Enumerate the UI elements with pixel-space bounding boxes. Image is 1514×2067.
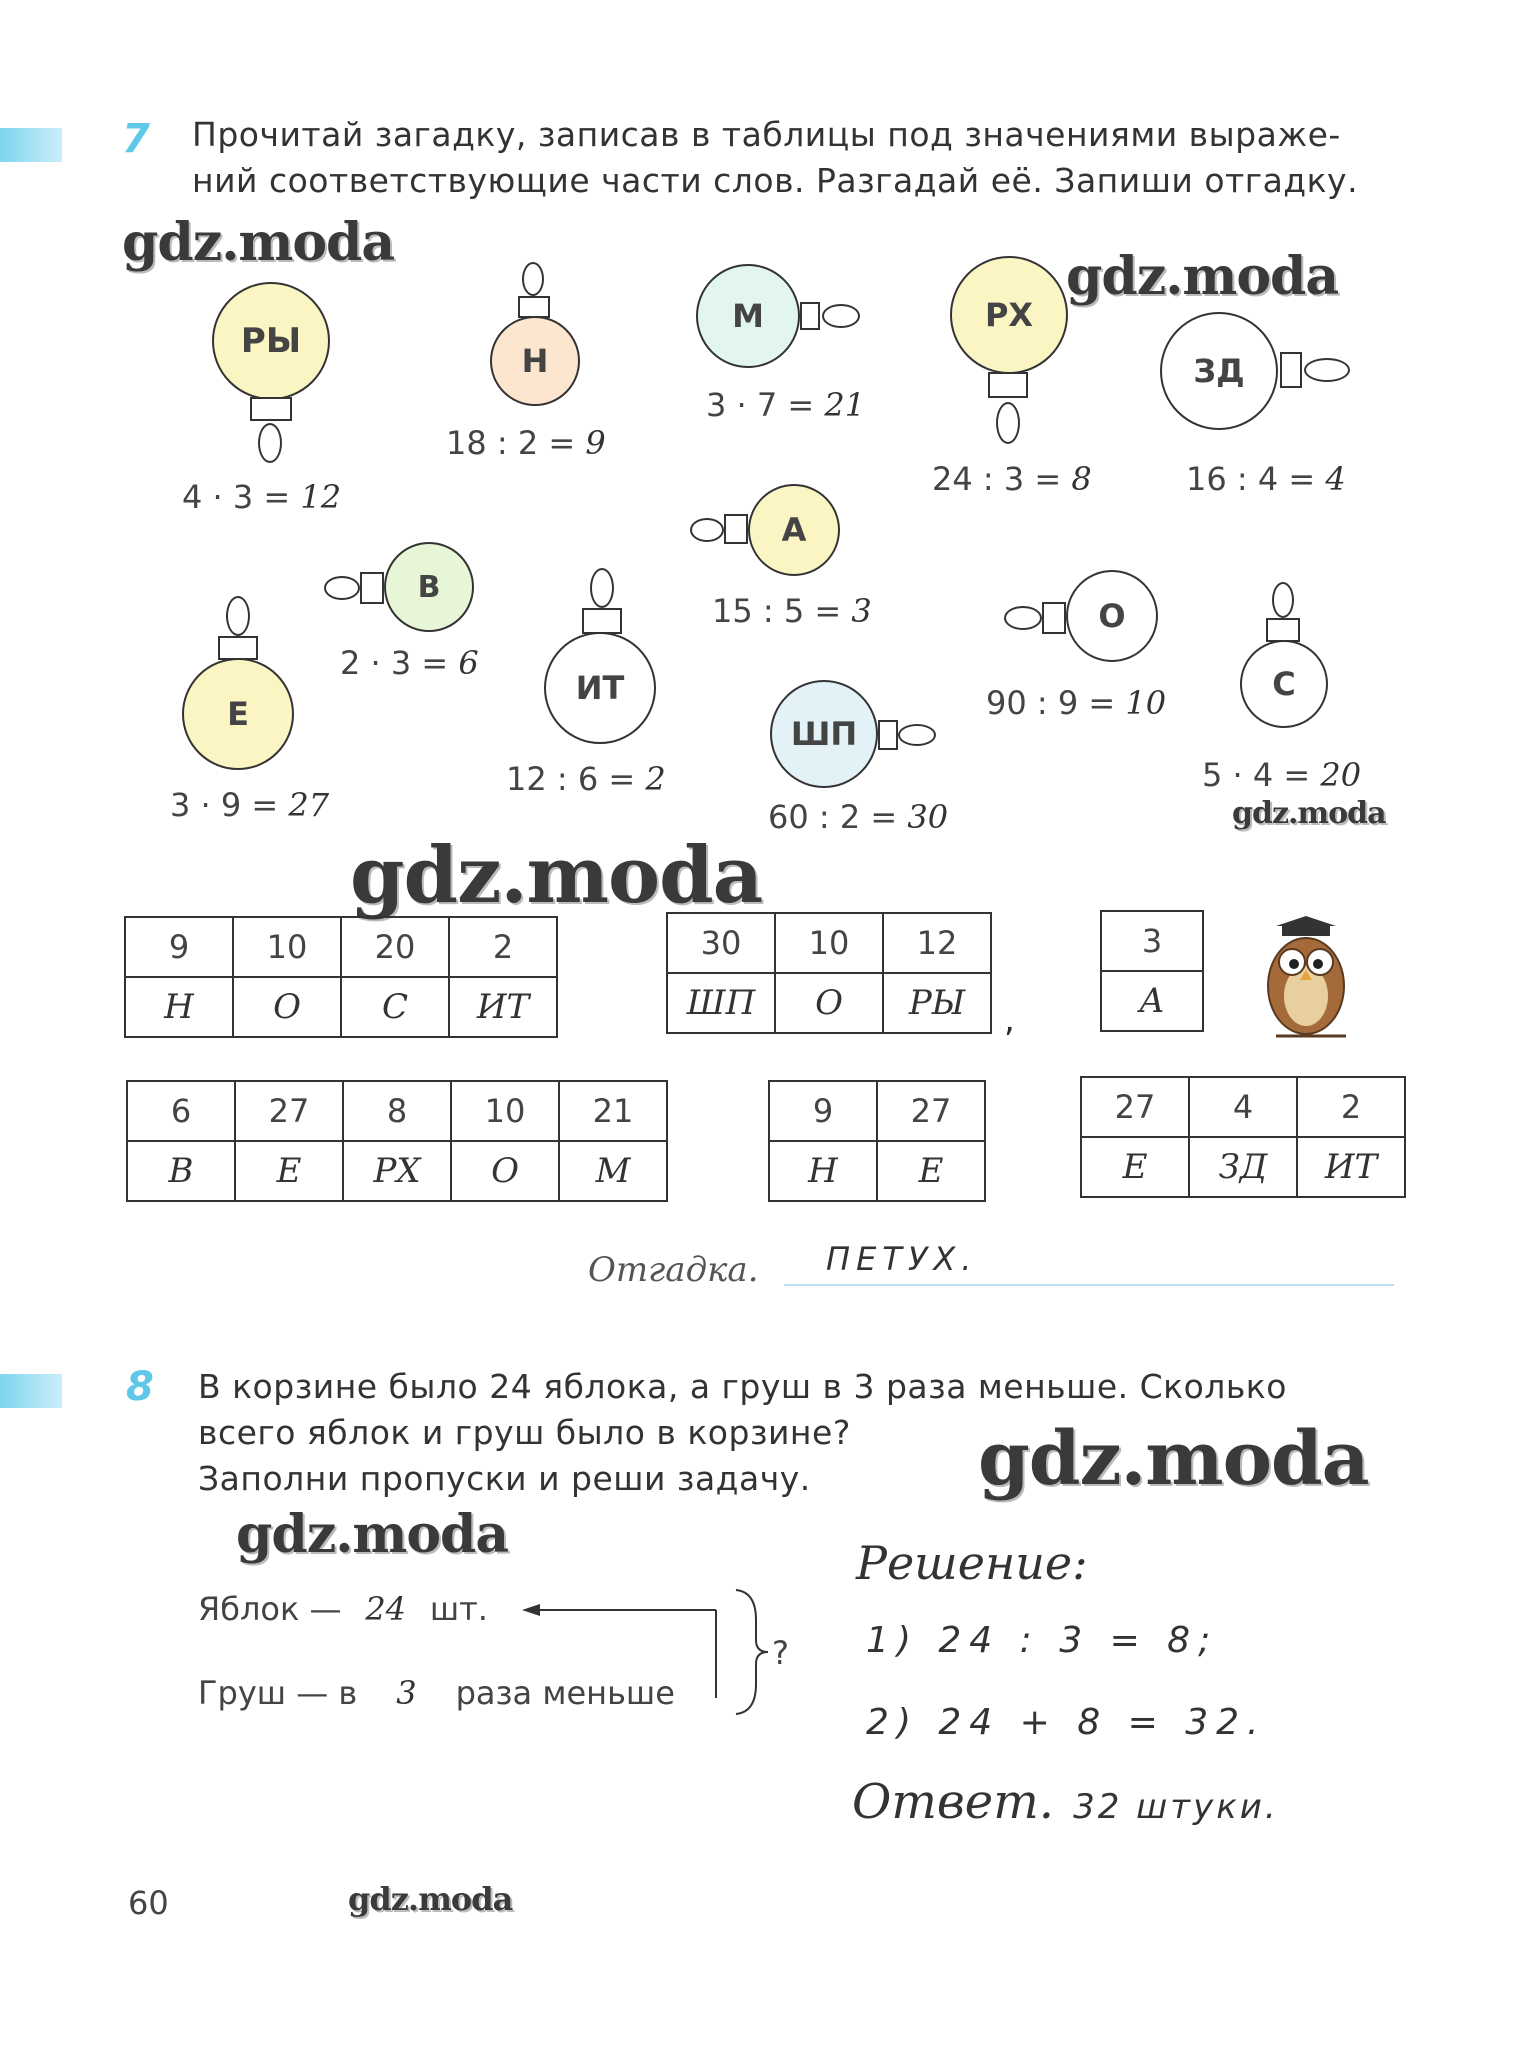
table-value: 6: [127, 1081, 235, 1141]
answer-table-3: [1100, 910, 1204, 1032]
task-8-text-line-3: Заполни пропуски и реши задачу.: [198, 1459, 811, 1498]
ornament-cap: [988, 372, 1028, 398]
expression-5x4: 5 · 4 = 20: [1202, 756, 1362, 794]
ornament-loop: [590, 568, 614, 608]
otgadka-line: [784, 1284, 1394, 1286]
table-value: 30: [667, 913, 775, 973]
solution-step-2: 2) 24 + 8 = 32.: [866, 1702, 1267, 1743]
expression-3x7: 3 · 7 = 21: [706, 386, 866, 424]
ornament-loop: [258, 423, 282, 463]
watermark: gdz.moda: [350, 830, 763, 921]
table-answer[interactable]: ИТ: [449, 977, 557, 1037]
ornament-cap: [218, 636, 258, 660]
ornament-syllable: А: [781, 511, 807, 549]
table-value: 10: [775, 913, 883, 973]
table-answer[interactable]: О: [233, 977, 341, 1037]
apples-value[interactable]: 24: [365, 1590, 407, 1628]
ornament-syllable: ШП: [790, 715, 858, 753]
answer-table-2: [666, 912, 992, 1034]
table-answer[interactable]: Е: [1081, 1137, 1189, 1197]
otgadka-label: Отгадка.: [588, 1250, 759, 1290]
table-value: 8: [343, 1081, 451, 1141]
task-8-tab: [0, 1374, 62, 1408]
task-7-text-line-2: ний соответствующие части слов. Разгадай её. Запиши отгадку.: [192, 161, 1359, 200]
ornament-cap: [800, 302, 820, 330]
table-answer[interactable]: РХ: [343, 1141, 451, 1201]
table-value: 2: [1297, 1077, 1405, 1137]
table-row: [127, 1081, 667, 1141]
expression-60div2: 60 : 2 = 30: [768, 798, 949, 836]
table-row: [1081, 1137, 1405, 1197]
expression-18div2: 18 : 2 = 9: [446, 424, 606, 462]
watermark: gdz.moda: [1066, 246, 1339, 307]
ornament-cap: [1042, 602, 1066, 634]
page-number: 60: [128, 1884, 169, 1922]
ornament-n: [490, 316, 580, 406]
table-value: 9: [769, 1081, 877, 1141]
table-value: 9: [125, 917, 233, 977]
table-row: [1101, 911, 1203, 971]
comma: ,: [1004, 1000, 1015, 1040]
otgadka-answer[interactable]: ПЕТУХ.: [826, 1240, 978, 1278]
scheme-question: ?: [772, 1634, 789, 1672]
ornament-loop: [690, 518, 724, 542]
owl-mascot: [1236, 896, 1376, 1046]
ornament-syllable: М: [732, 297, 764, 335]
ornament-rh: [950, 256, 1068, 374]
table-value: 12: [883, 913, 991, 973]
table-answer[interactable]: А: [1101, 971, 1203, 1031]
table-value: 10: [233, 917, 341, 977]
ornament-cap: [518, 296, 550, 318]
table-value: 27: [877, 1081, 985, 1141]
ornament-syllable: ЗД: [1193, 352, 1245, 390]
table-value: 10: [451, 1081, 559, 1141]
table-row: [125, 917, 557, 977]
answer-table-4: [126, 1080, 668, 1202]
table-row: [127, 1141, 667, 1201]
table-answer[interactable]: Е: [235, 1141, 343, 1201]
solution-title: Решение:: [856, 1536, 1088, 1590]
watermark: gdz.moda: [236, 1504, 509, 1565]
ornament-syllable: Н: [521, 342, 549, 380]
scheme-arrow-brace: [510, 1580, 790, 1720]
ornament-cap: [724, 514, 748, 544]
ornament-syllable: ИТ: [575, 669, 625, 707]
table-value: 20: [341, 917, 449, 977]
ornament-cap: [582, 608, 622, 634]
expression-2x3: 2 · 3 = 6: [340, 644, 479, 682]
ornament-a: [748, 484, 840, 576]
task-7-tab: [0, 128, 62, 162]
watermark: gdz.moda: [122, 212, 395, 273]
ornament-loop: [522, 262, 544, 296]
ornament-cap: [250, 397, 292, 421]
table-value: 27: [1081, 1077, 1189, 1137]
expression-90div9: 90 : 9 = 10: [986, 684, 1167, 722]
ornament-syllable: О: [1098, 597, 1126, 635]
table-value: 3: [1101, 911, 1203, 971]
ornament-e: [182, 658, 294, 770]
table-answer[interactable]: ИТ: [1297, 1137, 1405, 1197]
table-answer[interactable]: С: [341, 977, 449, 1037]
task-8-text-line-1: В корзине было 24 яблока, а груш в 3 раза меньше. Сколько: [198, 1367, 1287, 1406]
scheme-apples: Яблок — 24 шт.: [198, 1590, 488, 1628]
ornament-loop: [1004, 606, 1042, 630]
ornament-syllable: РХ: [984, 296, 1034, 334]
ornament-cap: [360, 572, 384, 604]
table-value: 27: [235, 1081, 343, 1141]
table-row: [769, 1081, 985, 1141]
watermark: gdz.moda: [348, 1880, 513, 1918]
ornament-loop: [226, 596, 250, 636]
table-row: [769, 1141, 985, 1201]
expression-3x9: 3 · 9 = 27: [170, 786, 330, 824]
task-7-number: 7: [122, 116, 150, 162]
ornament-ry: [212, 282, 330, 400]
answer-table-6: [1080, 1076, 1406, 1198]
ornament-loop: [1272, 582, 1294, 618]
answer-table-1: [124, 916, 558, 1038]
ornament-it: [544, 632, 656, 744]
task-8-number: 8: [126, 1364, 154, 1410]
pears-value[interactable]: 3: [396, 1674, 417, 1712]
ornament-cap: [878, 720, 898, 750]
table-value: 2: [449, 917, 557, 977]
watermark: gdz.moda: [1232, 796, 1386, 831]
table-row: [1081, 1077, 1405, 1137]
ornament-loop: [996, 402, 1020, 444]
ornament-syllable: В: [417, 569, 441, 605]
ornament-cap: [1266, 618, 1300, 642]
table-value: 4: [1189, 1077, 1297, 1137]
table-answer[interactable]: О: [775, 973, 883, 1033]
table-row: [1101, 971, 1203, 1031]
solution-step-1: 1) 24 : 3 = 8;: [866, 1620, 1219, 1661]
table-answer[interactable]: ШП: [667, 973, 775, 1033]
table-answer[interactable]: В: [127, 1141, 235, 1201]
ornament-syllable: С: [1272, 665, 1296, 703]
answer-table-5: [768, 1080, 986, 1202]
ornament-zd: [1160, 312, 1278, 430]
ornament-loop: [822, 304, 860, 328]
ornament-loop: [1304, 358, 1350, 382]
table-answer[interactable]: Н: [769, 1141, 877, 1201]
table-answer[interactable]: РЫ: [883, 973, 991, 1033]
table-row: [667, 913, 991, 973]
task-7-text-line-1: Прочитай загадку, записав в таблицы под значениями выраже-: [192, 115, 1341, 154]
expression-24div3: 24 : 3 = 8: [932, 460, 1092, 498]
ornament-v: [384, 542, 474, 632]
ornament-loop: [898, 724, 936, 746]
ornament-syllable: Е: [227, 695, 249, 733]
table-answer[interactable]: ЗД: [1189, 1137, 1297, 1197]
table-row: [667, 973, 991, 1033]
ornament-syllable: РЫ: [240, 321, 302, 361]
expression-4x3: 4 · 3 = 12: [182, 478, 342, 516]
ornament-s: [1240, 640, 1328, 728]
ornament-o: [1066, 570, 1158, 662]
ornament-cap: [1280, 352, 1302, 388]
ornament-shp: [770, 680, 878, 788]
table-answer[interactable]: Н: [125, 977, 233, 1037]
expression-15div5: 15 : 5 = 3: [712, 592, 872, 630]
ornament-m: [696, 264, 800, 368]
table-answer[interactable]: О: [451, 1141, 559, 1201]
solution-answer: Ответ. 32 штуки.: [852, 1774, 1279, 1830]
table-answer[interactable]: М: [559, 1141, 667, 1201]
table-answer[interactable]: Е: [877, 1141, 985, 1201]
table-value: 21: [559, 1081, 667, 1141]
expression-12div6: 12 : 6 = 2: [506, 760, 666, 798]
task-8-text-line-2: всего яблок и груш было в корзине?: [198, 1413, 851, 1452]
ornament-loop: [324, 576, 360, 600]
expression-16div4: 16 : 4 = 4: [1186, 460, 1346, 498]
watermark: gdz.moda: [978, 1416, 1369, 1502]
table-row: [125, 977, 557, 1037]
scheme-pears: Груш — в 3 раза меньше: [198, 1674, 675, 1712]
